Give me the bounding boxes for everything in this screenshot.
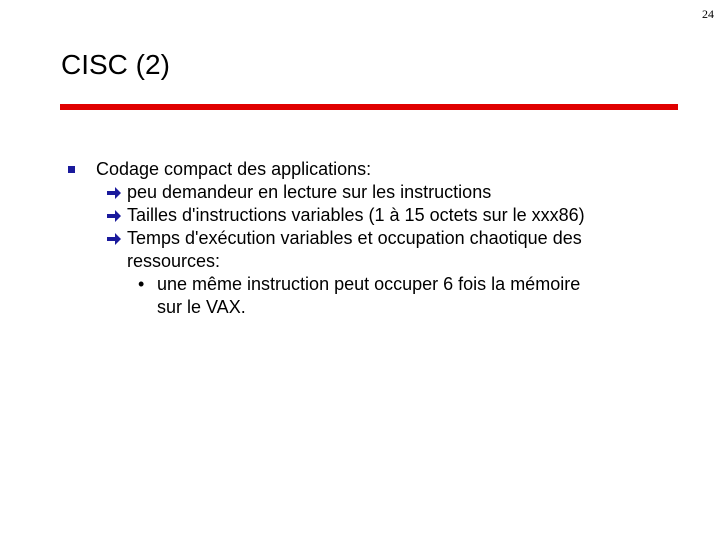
sub-bullet-continuation (66, 250, 666, 273)
bullet-text: Codage compact des applications: (96, 159, 372, 179)
sub-bullet-item (66, 181, 666, 204)
square-bullet-icon (68, 166, 75, 173)
title-underline (60, 104, 678, 110)
arrow-right-icon (106, 185, 122, 201)
sub-sub-bullet-text: sur le VAX. (157, 297, 246, 317)
sub-sub-bullet-text: une même instruction peut occuper 6 fois la mémoire (157, 274, 581, 294)
slide-title: CISC (2) (61, 49, 170, 80)
arrow-right-icon (106, 208, 122, 224)
sub-bullet-text: peu demandeur en lecture sur les instructions (127, 182, 492, 202)
sub-sub-bullet-continuation (66, 296, 666, 319)
sub-bullet-text: Tailles d'instructions variables (1 à 15 octets sur le xxx86) (127, 205, 585, 225)
sub-sub-bullet-item (66, 273, 666, 296)
bullet-list (66, 158, 666, 319)
dot-bullet-icon: • (138, 274, 145, 294)
sub-bullet-item (66, 227, 666, 250)
arrow-right-icon (106, 231, 122, 247)
sub-bullet-text: Temps d'exécution variables et occupation chaotique des (127, 228, 582, 248)
sub-bullet-text: ressources: (127, 251, 221, 271)
sub-bullet-item (66, 204, 666, 227)
page-number: 24 (702, 7, 714, 21)
bullet-item (66, 158, 666, 181)
